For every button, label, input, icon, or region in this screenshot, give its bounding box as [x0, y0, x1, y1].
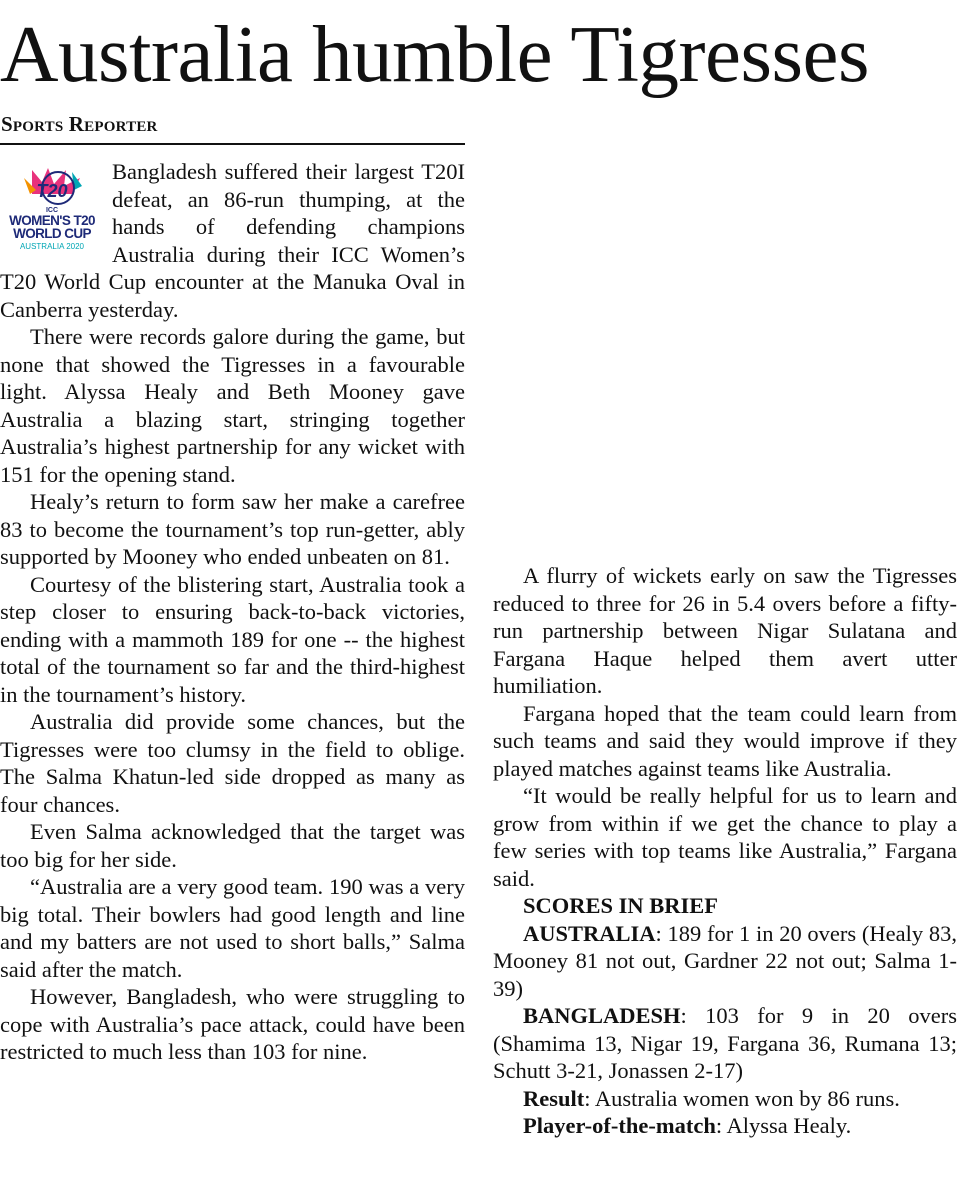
article-headline: Australia humble Tigresses: [0, 9, 869, 99]
score-team-detail: : 103 for 9 in 20 overs (Shamima 13, Nigar 19, Fargana 36, Rumana 13; Schutt 3-21, Jonassen 2-17): [493, 1003, 957, 1083]
score-team-label: AUSTRALIA: [523, 920, 656, 946]
article-column-left: [0, 158, 465, 1066]
score-line-player-of-the-match: [493, 1112, 957, 1140]
article-byline: Sports Reporter: [1, 112, 158, 136]
article-paragraph: However, Bangladesh, who were struggling to cope with Australia’s pace attack, could have been restricted to much less than 103 for nine.: [0, 984, 465, 1064]
article-paragraph: Australia did provide some chances, but the Tigresses were too clumsy in the field to oblige. The Salma Khatun-led side dropped as many as four chances.: [0, 709, 465, 817]
player-of-the-match-detail: : Alyssa Healy.: [715, 1113, 852, 1138]
result-detail: : Australia women won by 86 runs.: [584, 1085, 900, 1111]
article-paragraph: Bangladesh suffered their largest T20I defeat, an 86-run thumping, at the hands of defending champions Australia during their ICC Women’s T20 World Cup encounter at the Manuka Oval in Canberra yesterday.: [0, 159, 465, 322]
article-paragraph: A flurry of wickets early on saw the Tigresses reduced to three for 26 in 5.4 overs before a fifty-run partnership between Nigar Sulatana and Fargana Haque helped them avert utter humiliation.: [493, 563, 957, 698]
score-team-detail: : 189 for 1 in 20 overs (Healy 83, Mooney 81 not out, Gardner 22 not out; Salma 1-39): [493, 920, 957, 1001]
svg-text:T20: T20: [36, 181, 68, 201]
svg-text:ICC: ICC: [45, 207, 59, 214]
article-paragraph: Fargana hoped that the team could learn from such teams and said they would improve if they played matches against teams like Australia.: [493, 700, 957, 781]
icc-womens-t20-world-cup-logo-icon: [2, 164, 102, 256]
score-line-result: [493, 1085, 957, 1113]
player-of-the-match-label: Player-of-the-match: [523, 1113, 716, 1138]
scores-in-brief-heading: SCORES IN BRIEF: [523, 893, 719, 918]
article-paragraph: “Australia are a very good team. 190 was a very big total. Their bowlers had good length and line and my batters are not used to short balls,” Salma said after the match.: [0, 874, 465, 982]
article-paragraph: Even Salma acknowledged that the target was too big for her side.: [0, 819, 465, 872]
svg-text:AUSTRALIA 2020: AUSTRALIA 2020: [19, 242, 85, 251]
score-line-bangladesh: [493, 1002, 957, 1085]
article-paragraph: There were records galore during the game, but none that showed the Tigresses in a favourable light. Alyssa Healy and Beth Mooney gave Australia a blazing start, stringing together Australia’s highest partnership for any wicket with 151 for the opening stand.: [0, 324, 465, 487]
score-team-label: BANGLADESH: [523, 1003, 681, 1028]
article-paragraph: Healy’s return to form saw her make a carefree 83 to become the tournament’s top run-getter, ably supported by Mooney who ended unbeaten on 81.: [0, 489, 465, 569]
byline-divider: [0, 143, 465, 145]
article-paragraph: “It would be really helpful for us to learn and grow from within if we get the chance to play a few series with top teams like Australia,” Fargana said.: [493, 783, 957, 891]
score-line-australia: [493, 920, 957, 1003]
svg-text:WORLD CUP: WORLD CUP: [13, 226, 91, 241]
article-paragraph: Courtesy of the blistering start, Australia took a step closer to ensuring back-to-back victories, ending with a mammoth 189 for one -- the highest total of the tournament so far and the third-highest in the tournament’s history.: [0, 571, 465, 707]
article-column-right: [493, 562, 957, 1140]
svg-text:WOMEN'S T20: WOMEN'S T20: [9, 213, 95, 228]
result-label: Result: [523, 1085, 585, 1111]
